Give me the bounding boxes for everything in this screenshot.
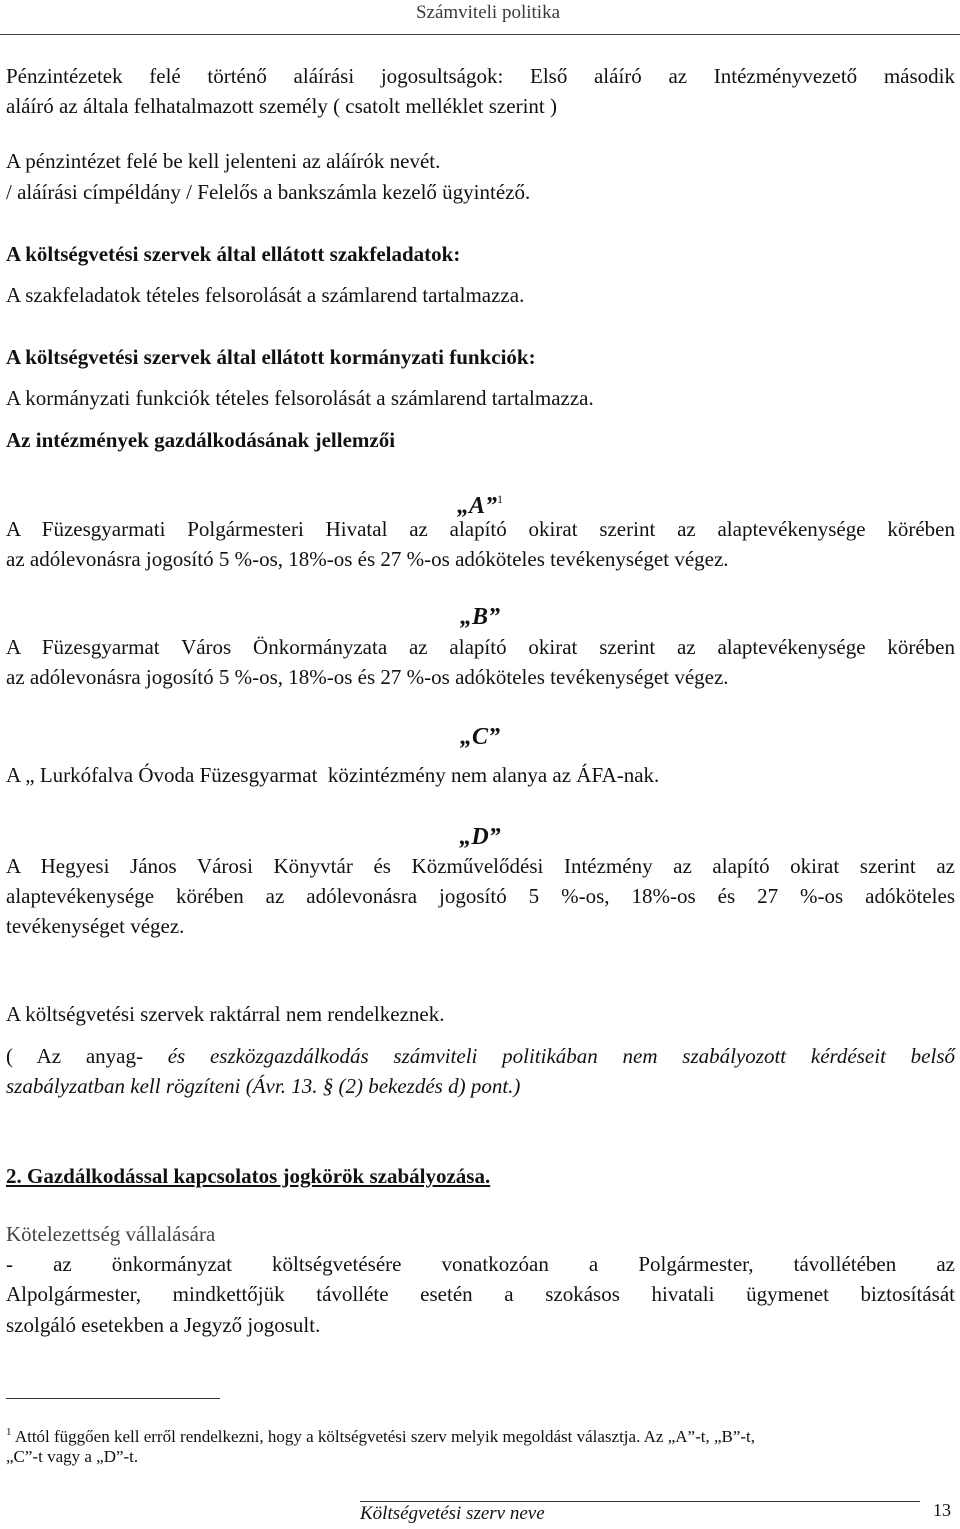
regulation-line1-start: ( Az anyag-: [6, 1044, 168, 1068]
variant-b-line2: az adólevonásra jogosító 5 %-os, 18%-os és 27 %-os adóköteles tevékenységet végez.: [6, 665, 729, 689]
variant-b-line1: A Füzesgyarmat Város Önkormányzata az alapító okirat szerint az alaptevékenysége körében: [6, 635, 955, 659]
regulation-line1: [6, 1041, 955, 1071]
regulation-line1-italic: és eszközgazdálkodás számviteli politikában nem szabályozott kérdéseit belső: [167, 1044, 955, 1068]
variant-d-label: „D”: [459, 824, 501, 850]
footnote-text-line1: Attól függően kell erről rendelkezni, hogy a költségvetési szerv melyik megoldást választja. Az „A”-t, „B”-t,: [14, 1427, 756, 1446]
variant-d-line2: alaptevékenysége körében az adólevonásra jogosító 5 %-os, 18%-os és 27 %-os adóköteles: [6, 884, 955, 908]
functions-text: A kormányzati funkciók tételes felsorolását a számlarend tartalmazza.: [6, 386, 594, 410]
footnote-reference: 1: [497, 492, 503, 506]
footnote-text-line2: „C”-t vagy a „D”-t.: [6, 1447, 139, 1466]
running-header: Számviteli politika: [415, 2, 560, 23]
signing-rights-line1: Pénzintézetek felé történő aláírási jogosultságok: Első aláíró az Intézményvezető második: [6, 64, 955, 88]
commitment-line1: - az önkormányzat költségvetésére vonatkozóan a Polgármester, távollétében az: [6, 1252, 955, 1276]
page-number: 13: [933, 1500, 951, 1520]
variant-a-text: „A”: [456, 493, 497, 519]
signing-rights-line2: aláíró az általa felhatalmazott személy ( csatolt melléklet szerint ): [6, 94, 557, 118]
report-signers-line1: A pénzintézet felé be kell jelenteni az aláírók nevét.: [6, 149, 441, 173]
warehouse-text: A költségvetési szervek raktárral nem rendelkeznek.: [6, 1002, 445, 1026]
variant-b-label: „B”: [459, 604, 500, 630]
regulation-line2: szabályzatban kell rögzíteni (Ávr. 13. § (2) bekezdés d) pont.): [6, 1074, 521, 1098]
commitment-line3: szolgáló esetekben a Jegyző jogosult.: [6, 1313, 321, 1337]
tasks-text: A szakfeladatok tételes felsorolását a számlarend tartalmazza.: [6, 283, 525, 307]
section-heading-2: 2. Gazdálkodással kapcsolatos jogkörök szabályozása.: [6, 1164, 491, 1188]
footnote-rule: [6, 1398, 220, 1399]
header-rule: [0, 34, 960, 35]
footer-text: Költségvetési szerv neve: [360, 1503, 545, 1524]
report-signers-line2: / aláírási címpéldány / Felelős a bankszámla kezelő ügyintéző.: [6, 180, 531, 204]
variant-d-line1: A Hegyesi János Városi Könyvtár és Közművelődési Intézmény az alapító okirat szerint az: [6, 854, 955, 878]
variant-c-label: „C”: [459, 724, 500, 750]
footnote-marker: 1: [6, 1426, 12, 1438]
heading-tasks: A költségvetési szervek által ellátott szakfeladatok:: [6, 242, 461, 266]
commitment-line2: Alpolgármester, mindkettőjük távolléte esetén a szokásos hivatali ügymenet biztosítását: [6, 1282, 955, 1306]
variant-c-text: A „ Lurkófalva Óvoda Füzesgyarmat közintézmény nem alanya az ÁFA-nak.: [6, 763, 660, 787]
variant-a-line2: az adólevonásra jogosító 5 %-os, 18%-os és 27 %-os adóköteles tevékenységet végez.: [6, 547, 729, 571]
footer-rule: [360, 1501, 920, 1502]
variant-a-line1: A Füzesgyarmati Polgármesteri Hivatal az alapító okirat szerint az alaptevékenysége körében: [6, 517, 955, 541]
heading-characteristics: Az intézmények gazdálkodásának jellemzői: [6, 428, 396, 452]
subheading-commitment: Kötelezettség vállalására: [6, 1222, 216, 1246]
heading-functions: A költségvetési szervek által ellátott kormányzati funkciók:: [6, 345, 536, 369]
variant-d-line3: tevékenységet végez.: [6, 914, 185, 938]
